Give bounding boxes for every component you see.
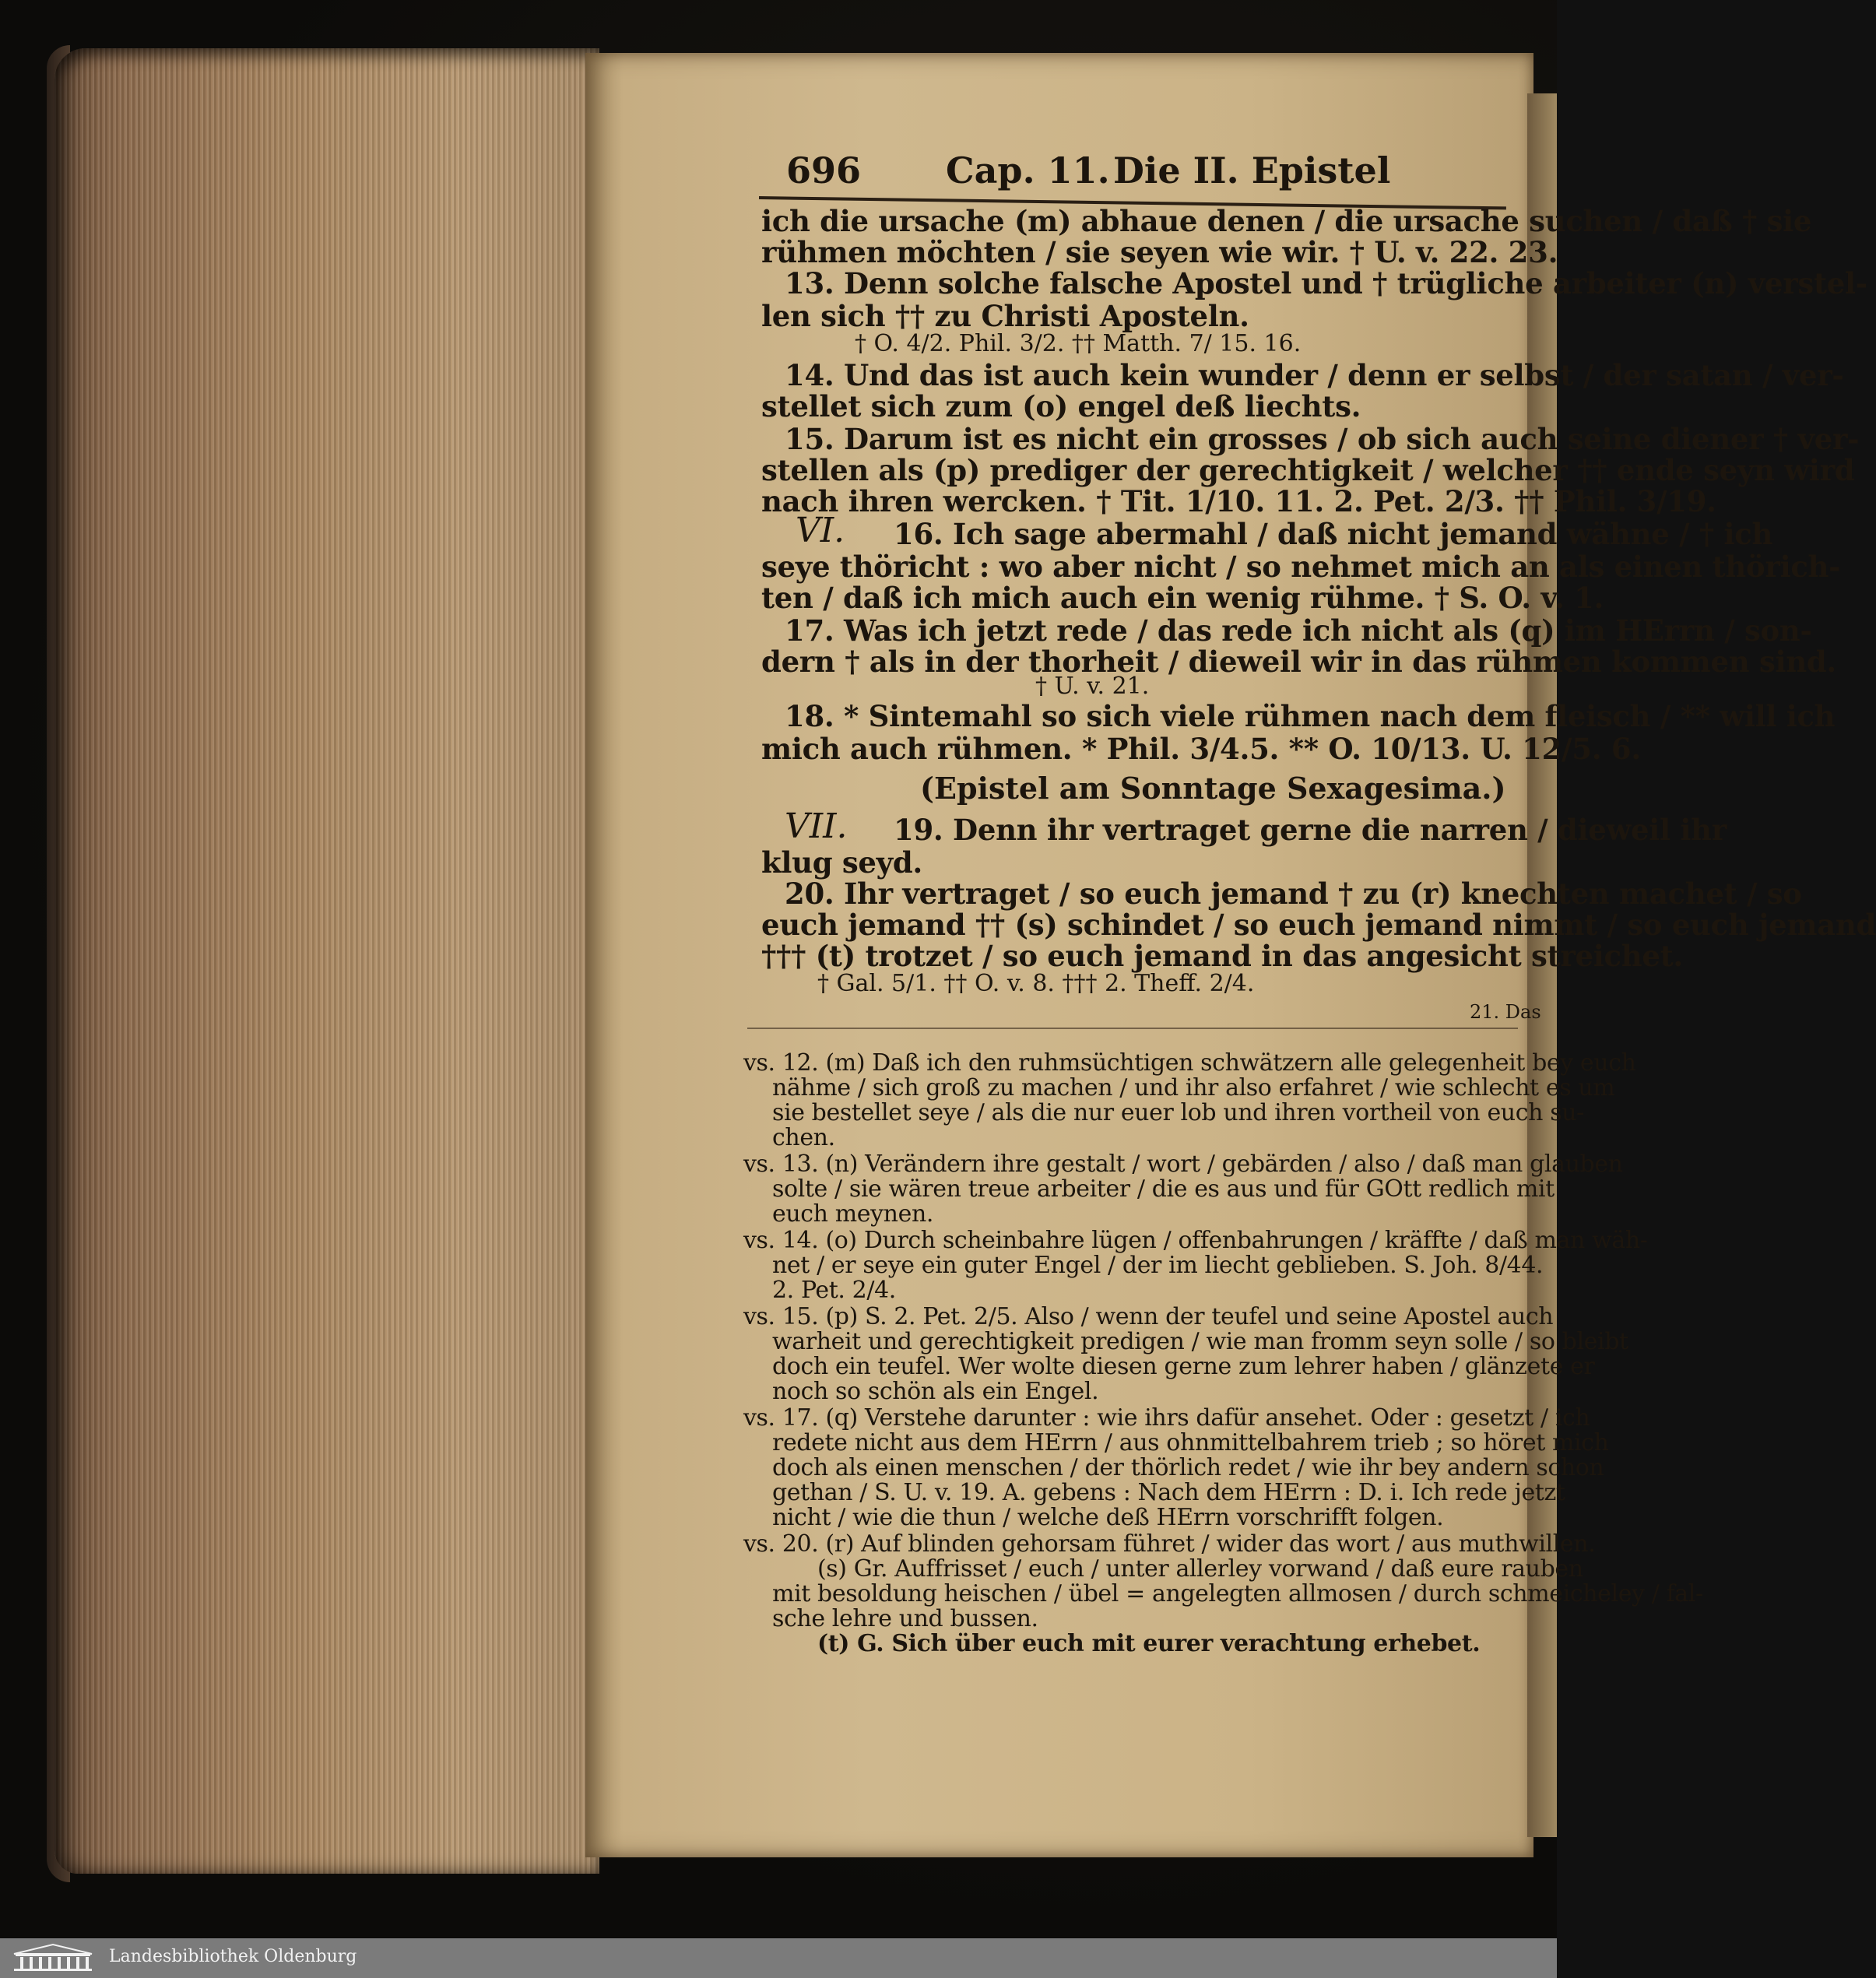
text-line: rühmen möchten / sie seyen wie wir. † U. v. 22. 23. xyxy=(761,235,1558,269)
text-line: 15. Darum ist es nicht ein grosses / ob sich auch seine diener † ver- xyxy=(785,422,1860,456)
text-line: 14. Und das ist auch kein wunder / denn er selbst / der satan / ver- xyxy=(785,358,1844,392)
section-roman-numeral: VI. xyxy=(796,511,845,550)
catchword: 21. Das xyxy=(1470,1001,1541,1023)
notes-separator xyxy=(747,1028,1518,1029)
reference-line: † U. v. 21. xyxy=(1035,673,1150,700)
footer-institution-name: Landesbibliothek Oldenburg xyxy=(109,1947,357,1966)
note-line: gethan / S. U. v. 19. A. gebens : Nach dem HErrn : D. i. Ich rede jetzt xyxy=(772,1479,1565,1506)
text-line: stellet sich zum (o) engel deß liechts. xyxy=(761,389,1361,423)
note-line: warheit und gerechtigkeit predigen / wie man fromm seyn solle / so bleibt xyxy=(772,1328,1628,1355)
note-line: doch ein teufel. Wer wolte diesen gerne zum lehrer haben / glänzete er xyxy=(772,1353,1595,1380)
running-title: Die II. Epistel xyxy=(1113,149,1391,191)
note-line: (t) G. Sich über euch mit eurer verachtung erhebet. xyxy=(817,1630,1481,1657)
text-line: 20. Ihr vertraget / so euch jemand † zu (r) knechten machet / so xyxy=(785,877,1802,911)
text-line: seye thöricht : wo aber nicht / so nehmet mich an als einen thörich- xyxy=(761,550,1841,584)
note-line: vs. 20. (r) Auf blinden gehorsam führet / wider das wort / aus muthwillen. xyxy=(743,1530,1596,1558)
note-line: solte / sie wären treue arbeiter / die es aus und für GOtt redlich mit xyxy=(772,1175,1555,1203)
text-line: mich auch rühmen. * Phil. 3/4.5. ** O. 10/13. U. 12/5. 6. xyxy=(761,732,1641,766)
note-line: vs. 12. (m) Daß ich den ruhmsüchtigen schwätzern alle gelegenheit bey euch xyxy=(743,1049,1636,1077)
text-line: ††† (t) trotzet / so euch jemand in das angesicht streichet. xyxy=(761,939,1683,973)
note-line: chen. xyxy=(772,1124,835,1151)
text-line: 17. Was ich jetzt rede / das rede ich nicht als (q) im HErrn / son- xyxy=(785,613,1812,648)
note-line: noch so schön als ein Engel. xyxy=(772,1378,1099,1405)
text-line: dern † als in der thorheit / dieweil wir in das rühmen kommen sind. xyxy=(761,645,1836,679)
library-building-icon xyxy=(11,1943,95,1973)
text-line: nach ihren wercken. † Tit. 1/10. 11. 2. Pet. 2/3. †† Phil. 3/19. xyxy=(761,484,1716,518)
text-line: 16. Ich sage abermahl / daß nicht jemand wähne / † ich xyxy=(894,517,1773,551)
text-line: stellen als (p) prediger der gerechtigkeit / welcher †† ende seyn wird xyxy=(761,453,1855,487)
note-line: 2. Pet. 2/4. xyxy=(772,1277,896,1304)
note-line: net / er seye ein guter Engel / der im liecht geblieben. S. Joh. 8/44. xyxy=(772,1252,1544,1279)
text-line: euch jemand †† (s) schindet / so euch jemand nimmt / so euch jemand xyxy=(761,908,1876,942)
note-line: sche lehre und bussen. xyxy=(772,1605,1038,1632)
note-line: mit besoldung heischen / übel = angelegten allmosen / durch schmeicheley / fal- xyxy=(772,1580,1703,1607)
footer-bar xyxy=(0,1938,1557,1978)
chapter-label: Cap. 11. xyxy=(946,149,1110,191)
note-line: sie bestellet seye / als die nur euer lob und ihren vortheil von euch su- xyxy=(772,1099,1584,1126)
text-line: ten / daß ich mich auch ein wenig rühme. † S. O. v. 1. xyxy=(761,581,1604,615)
note-line: euch meynen. xyxy=(772,1200,934,1228)
book-fore-edge xyxy=(54,48,599,1874)
text-line: 18. * Sintemahl so sich viele rühmen nach dem fleisch / ** will ich xyxy=(785,699,1836,733)
text-line: 19. Denn ihr vertraget gerne die narren / dieweil ihr xyxy=(894,813,1727,847)
text-line: 13. Denn solche falsche Apostel und † trügliche arbeiter (n) verstel- xyxy=(785,266,1867,300)
note-line: vs. 17. (q) Verstehe darunter : wie ihrs dafür ansehet. Oder : gesetzt / ich xyxy=(743,1404,1590,1432)
note-line: redete nicht aus dem HErrn / aus ohnmittelbahrem trieb ; so höret mich xyxy=(772,1429,1609,1456)
section-heading: (Epistel am Sonntage Sexagesima.) xyxy=(920,771,1506,806)
note-line: doch als einen menschen / der thörlich redet / wie ihr bey andern schon xyxy=(772,1454,1604,1481)
note-line: vs. 13. (n) Verändern ihre gestalt / wort / gebärden / also / daß man glauben xyxy=(743,1151,1623,1178)
note-line: vs. 14. (o) Durch scheinbahre lügen / offenbahrungen / kräffte / daß man wäh- xyxy=(743,1227,1648,1254)
reference-line: † O. 4/2. Phil. 3/2. †† Matth. 7/ 15. 16. xyxy=(855,330,1302,357)
note-line: nähme / sich groß zu machen / und ihr also erfahret / wie schlecht es um xyxy=(772,1074,1615,1101)
note-line: nicht / wie die thun / welche deß HErrn vorschrifft folgen. xyxy=(772,1504,1444,1531)
note-line: vs. 15. (p) S. 2. Pet. 2/5. Also / wenn der teufel und seine Apostel auch xyxy=(743,1303,1554,1330)
note-line: (s) Gr. Auffrisset / euch / unter allerley vorwand / daß eure rauben xyxy=(817,1555,1583,1583)
page-number: 696 xyxy=(786,149,862,191)
text-line: ich die ursache (m) abhaue denen / die ursache suchen / daß † sie xyxy=(761,204,1812,238)
section-roman-numeral: VII. xyxy=(785,806,848,846)
reference-line: † Gal. 5/1. †† O. v. 8. ††† 2. Theff. 2/4. xyxy=(817,970,1255,997)
text-line: klug seyd. xyxy=(761,845,922,880)
text-line: len sich †† zu Christi Aposteln. xyxy=(761,299,1249,333)
